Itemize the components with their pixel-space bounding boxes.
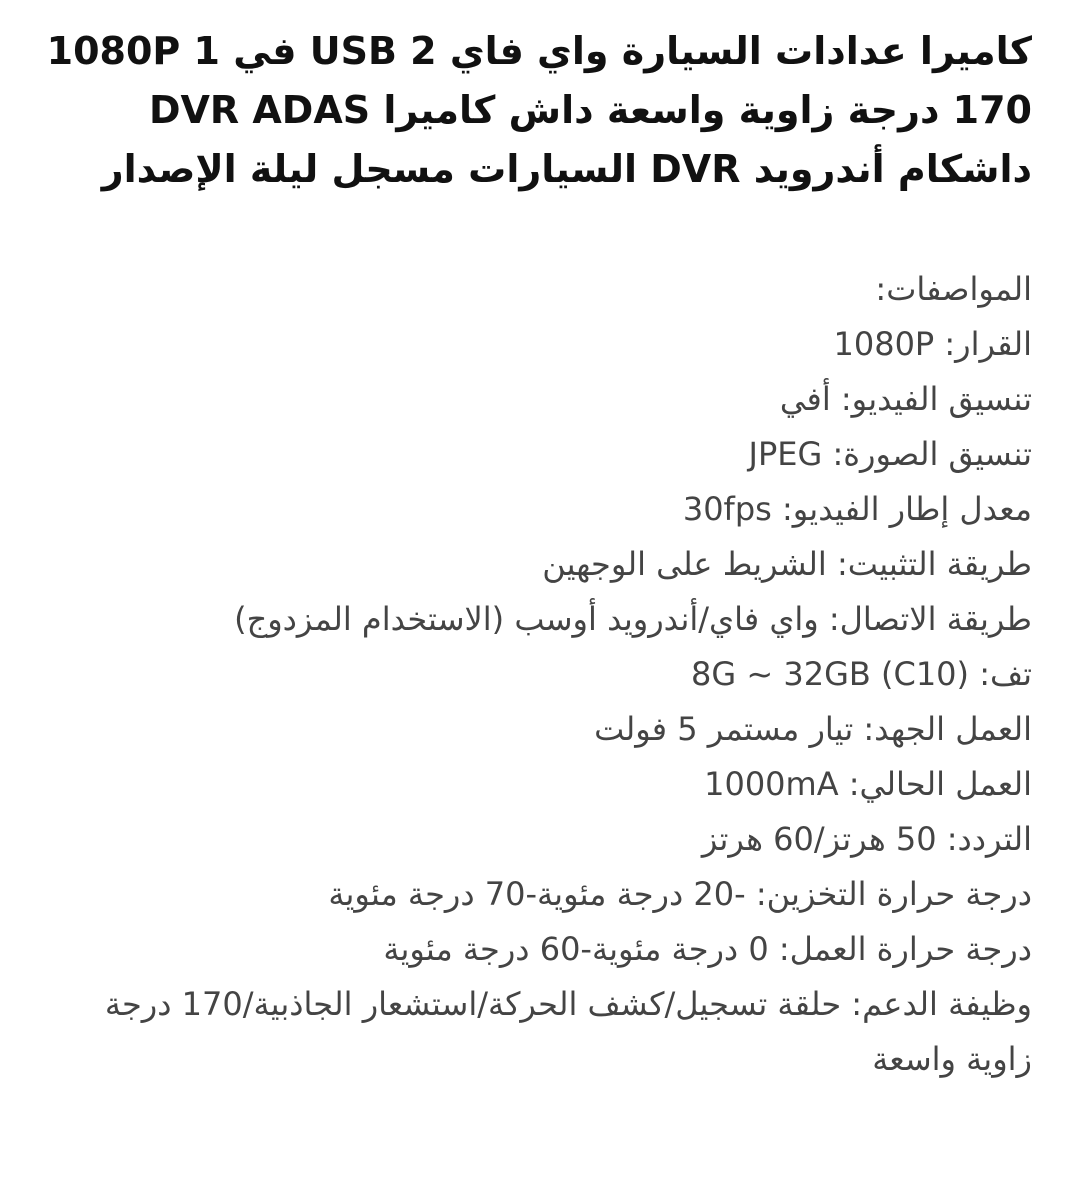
spec-label: طريقة الاتصال:	[828, 600, 1032, 638]
spec-row-installation	[42, 537, 1032, 592]
spec-row-resolution	[42, 317, 1032, 372]
product-title: كاميرا عدادات السيارة واي فاي USB 2 في 1 1080P 170 درجة زاوية واسعة داش كاميرا DVR ADAS داشكام أندرويد DVR السيارات مسجل ليلة الإصدار	[46, 29, 1032, 191]
spec-label: تنسيق الفيديو:	[840, 380, 1032, 418]
spec-row-working-temperature	[42, 922, 1032, 977]
spec-row-video-format	[42, 372, 1032, 427]
spec-label: العمل الجهد:	[863, 710, 1032, 748]
spec-label: التردد:	[946, 820, 1032, 858]
spec-value: واي فاي/أندرويد أوسب (الاستخدام المزدوج)	[234, 600, 819, 638]
spec-label: درجة حرارة التخزين:	[755, 875, 1032, 913]
spec-label: وظيفة الدعم:	[851, 985, 1032, 1023]
specifications-list	[42, 262, 1032, 1087]
spec-label: تنسيق الصورة:	[832, 435, 1032, 473]
spec-label: معدل إطار الفيديو:	[781, 490, 1032, 528]
spec-row-image-format	[42, 427, 1032, 482]
spec-row-tf-card	[42, 647, 1032, 702]
spec-row-voltage	[42, 702, 1032, 757]
specifications-heading: المواصفات:	[875, 270, 1032, 308]
spec-row-storage-temperature	[42, 867, 1032, 922]
spec-value: 8G ~ 32GB (C10)	[691, 655, 970, 693]
spec-value: تيار مستمر 5 فولت	[594, 710, 854, 748]
spec-label: العمل الحالي:	[848, 765, 1032, 803]
spec-row-connection	[42, 592, 1032, 647]
spec-value: 1080P	[833, 325, 935, 363]
spec-value: -20 درجة مئوية-70 درجة مئوية	[328, 875, 746, 913]
spec-label: القرار:	[944, 325, 1032, 363]
spec-label: طريقة التثبيت:	[836, 545, 1032, 583]
spec-row-support-function	[42, 977, 1032, 1087]
spec-value: أفي	[779, 380, 831, 418]
spec-row-current	[42, 757, 1032, 812]
spec-value: 0 درجة مئوية-60 درجة مئوية	[383, 930, 769, 968]
spec-value: الشريط على الوجهين	[542, 545, 827, 583]
spec-label: تف:	[979, 655, 1032, 693]
spec-value: 1000mA	[704, 765, 839, 803]
spec-value: JPEG	[748, 435, 823, 473]
spec-row-frequency	[42, 812, 1032, 867]
spec-row-frame-rate	[42, 482, 1032, 537]
spec-value: 50 هرتز/60 هرتز	[701, 820, 937, 858]
spec-value: حلقة تسجيل/كشف الحركة/استشعار الجاذبية/170 درجة زاوية واسعة	[104, 985, 1032, 1078]
spec-label: درجة حرارة العمل:	[778, 930, 1032, 968]
spec-value: 30fps	[682, 490, 772, 528]
